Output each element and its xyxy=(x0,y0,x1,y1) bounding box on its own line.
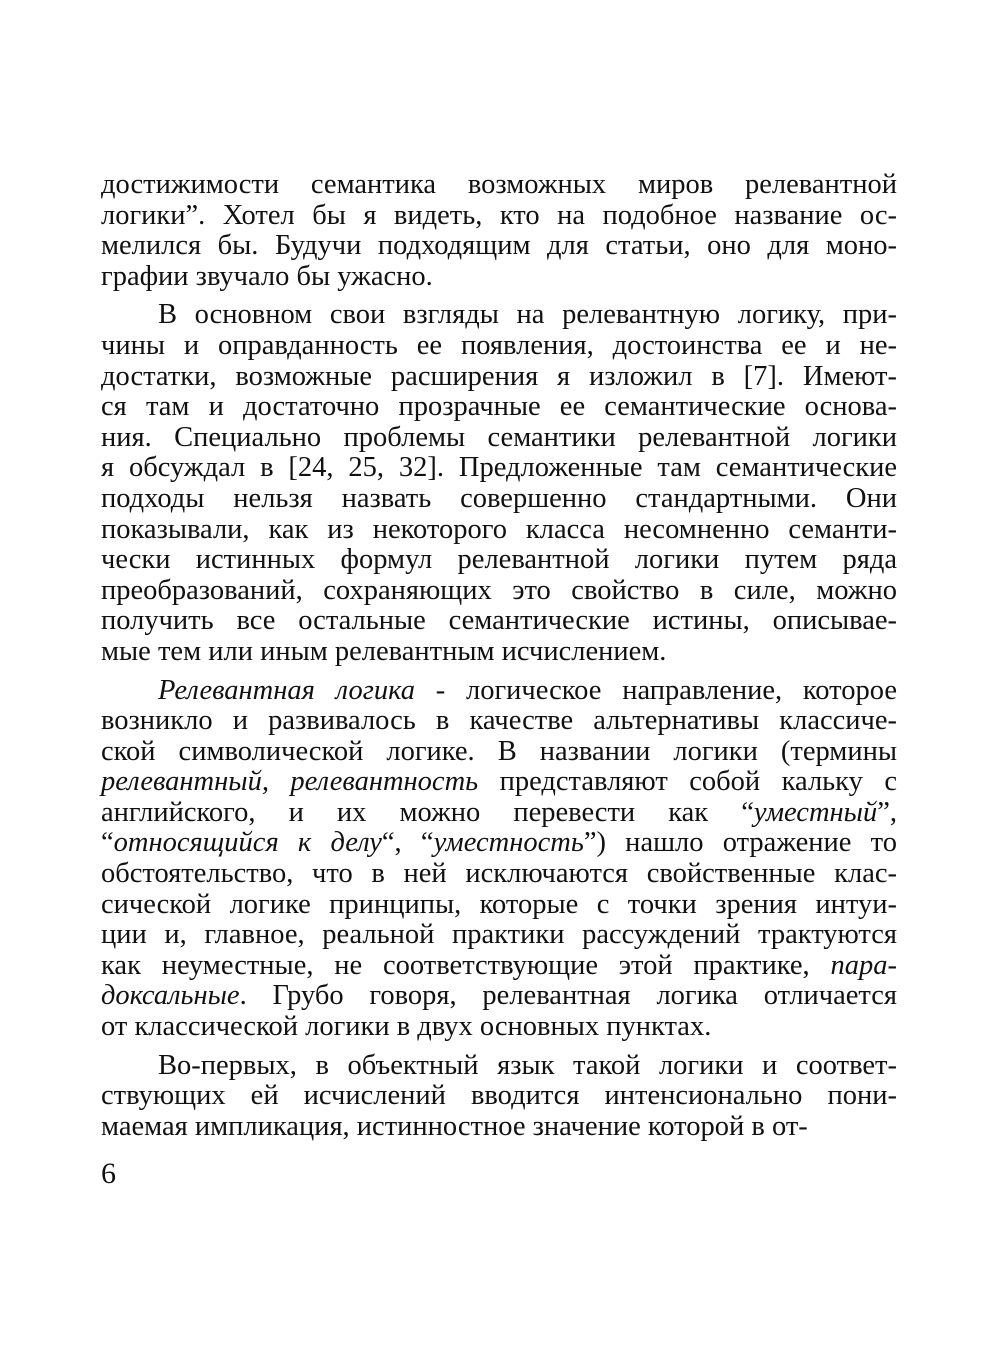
paragraph xyxy=(101,170,897,292)
italic-term: пара- xyxy=(830,949,897,981)
text-run: чины и оправданность ее появления, достоинства ее и не- xyxy=(101,329,897,361)
italic-term: уместный xyxy=(753,796,878,828)
text-run: мые тем или иным релевантным исчислением. xyxy=(101,635,667,667)
text-run: английского, и их можно перевести как “ xyxy=(101,796,754,828)
text-run: ской символической логике. В названии логики (термины xyxy=(101,735,897,767)
italic-term: релевантный, релевантность xyxy=(101,766,479,798)
text-run: получить все остальные семантические истины, описывае- xyxy=(101,605,897,637)
text-run: обстоятельство, что в ней исключаются свойственные клас- xyxy=(101,858,897,890)
text-run: “, “ xyxy=(381,827,434,859)
text-line xyxy=(101,981,897,1012)
text-run: от классической логики в двух основных пунктах. xyxy=(101,1011,712,1043)
text-line xyxy=(101,767,897,798)
text-run: преобразований, сохраняющих это свойство в силе, можно xyxy=(101,574,897,606)
text-run: ствующих ей исчислений вводится интенсионально пони- xyxy=(101,1080,897,1112)
italic-term: уместность xyxy=(433,827,584,859)
text-line xyxy=(101,1081,897,1112)
text-run: подходы нельзя назвать совершенно стандартными. Они xyxy=(101,482,897,514)
text-line xyxy=(101,828,897,859)
text-line xyxy=(101,576,897,607)
text-run: как неуместные, не соответствующие этой практике, xyxy=(101,949,831,981)
text-line xyxy=(101,392,897,423)
paragraph xyxy=(101,1051,897,1143)
text-run: маемая импликация, истинностное значение которой в от- xyxy=(101,1110,808,1142)
text-run: - логическое направление, которое xyxy=(414,674,898,706)
italic-term: Релевантная логика xyxy=(158,674,415,706)
text-line xyxy=(101,300,897,331)
paragraph xyxy=(101,300,897,667)
page-body xyxy=(101,170,897,1142)
text-run: возникло и развивалось в качестве альтернативы классиче- xyxy=(101,705,897,737)
text-line xyxy=(101,706,897,737)
text-run: графии звучало бы ужасно. xyxy=(101,260,433,292)
text-line xyxy=(101,859,897,890)
text-run: “ xyxy=(101,827,114,859)
italic-term: доксальные xyxy=(101,980,240,1012)
text-run: . Грубо говоря, релевантная логика отличается xyxy=(239,980,897,1012)
text-run: ния. Специально проблемы семантики релевантной логики xyxy=(101,421,897,453)
text-run: В основном свои взгляды на релевантную логику, при- xyxy=(158,299,897,331)
text-run: ”, xyxy=(877,796,897,828)
text-run: чески истинных формул релевантной логики путем ряда xyxy=(101,544,897,576)
text-line xyxy=(101,737,897,768)
text-line xyxy=(101,545,897,576)
page-number: 6 xyxy=(101,1157,116,1190)
text-line xyxy=(101,676,897,707)
text-line xyxy=(101,606,897,637)
text-run: я обсуждал в [24, 25, 32]. Предложенные там семантические xyxy=(101,452,897,484)
text-line xyxy=(101,331,897,362)
text-line xyxy=(101,920,897,951)
text-line xyxy=(101,453,897,484)
text-line xyxy=(101,637,897,668)
text-run: ции и, главное, реальной практики рассуждений трактуются xyxy=(101,919,897,951)
text-run: логики”. Хотел бы я видеть, кто на подобное название ос- xyxy=(101,199,897,231)
italic-term: относящийся к делу xyxy=(113,827,382,859)
text-run: представляют собой кальку с xyxy=(478,766,897,798)
text-line xyxy=(101,798,897,829)
text-line xyxy=(101,262,897,293)
text-run: мелился бы. Будучи подходящим для статьи, оно для моно- xyxy=(101,230,897,262)
text-line xyxy=(101,1051,897,1082)
text-line xyxy=(101,362,897,393)
text-line xyxy=(101,951,897,982)
text-line xyxy=(101,231,897,262)
text-run: достижимости семантика возможных миров релевантной xyxy=(101,169,897,200)
text-line xyxy=(101,201,897,232)
text-line xyxy=(101,1012,897,1043)
text-line xyxy=(101,170,897,201)
text-run: показывали, как из некоторого класса несомненно семанти- xyxy=(101,513,897,545)
text-line xyxy=(101,484,897,515)
text-run: ”) нашло отражение то xyxy=(583,827,897,859)
text-line xyxy=(101,1112,897,1143)
paragraph xyxy=(101,676,897,1043)
text-run: сической логике принципы, которые с точки зрения интуи- xyxy=(101,888,897,920)
text-line xyxy=(101,515,897,546)
text-line xyxy=(101,890,897,921)
text-run: Во-первых, в объектный язык такой логики и соответ- xyxy=(158,1049,897,1081)
text-line xyxy=(101,423,897,454)
text-run: ся там и достаточно прозрачные ее семантические основа- xyxy=(101,391,897,423)
text-run: достатки, возможные расширения я изложил в [7]. Имеют- xyxy=(101,360,897,392)
